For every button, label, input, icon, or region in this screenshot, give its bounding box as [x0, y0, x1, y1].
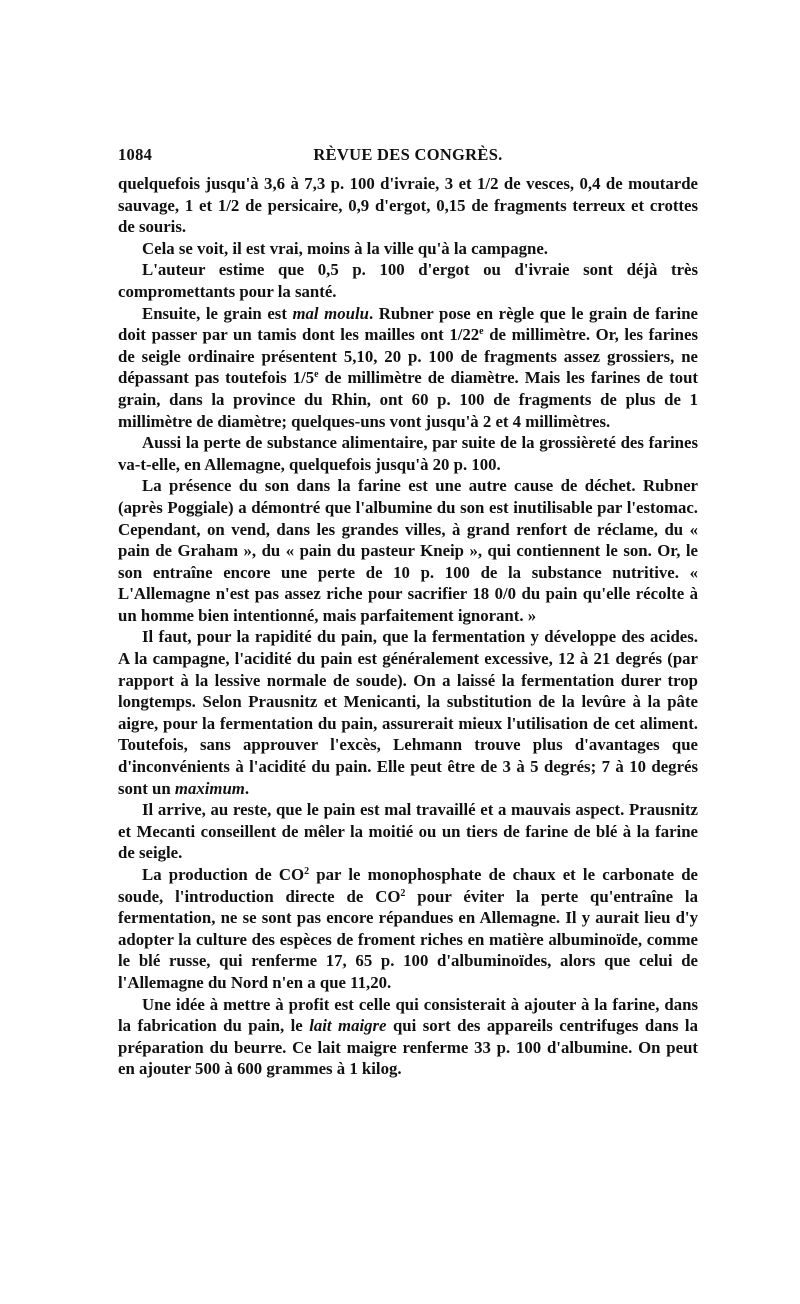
text-run: L'auteur estime que 0,5 p. 100 d'ergot ou d'ivraie sont déjà très compromettants pour la santé. — [118, 260, 698, 301]
text-run: par le monophosphate de chaux et le carbonate de soude, l'introduction directe de CO — [118, 865, 698, 906]
text-run: . Rubner pose en règle que le grain de farine doit passer par un tamis dont les mailles ont 1/22 — [118, 303, 698, 345]
text-run: Il arrive, au reste, que le pain est mal travaillé et a mauvais aspect. Prausnitz et Mecanti conseillent de mêler la moitié ou un tiers de farine de blé à la farine de seigle. — [118, 800, 698, 863]
text-run: La production de CO — [142, 865, 305, 884]
document-page — [118, 145, 698, 1080]
paragraph — [118, 994, 698, 1080]
text-run: Ensuite, le grain est — [142, 303, 293, 323]
paragraph — [118, 626, 698, 799]
italic-text: lait maigre — [309, 1016, 387, 1036]
italic-text: mal moulu — [292, 303, 369, 323]
superscript: e — [479, 326, 484, 338]
text-run: qui sort des appareils centrifuges dans la préparation du beurre. Ce lait maigre renferme 33 p. 100 d'albumine. On peut en ajouter 500 à 600 grammes à 1 kilog. — [118, 1016, 698, 1079]
paragraph — [118, 259, 698, 302]
paragraph — [118, 475, 698, 626]
paragraph — [118, 799, 698, 864]
paragraph — [118, 238, 698, 260]
superscript: 2 — [400, 887, 406, 899]
paragraph — [118, 303, 698, 433]
text-run: quelquefois jusqu'à 3,6 à 7,3 p. 100 d'ivraie, 3 et 1/2 de vesces, 0,4 de moutarde sauvage, 1 et 1/2 de persicaire, 0,9 d'ergot, 0,15 de fragments terreux et crottes de souris. — [118, 174, 698, 237]
paragraph — [118, 864, 698, 994]
text-run: . — [244, 778, 250, 798]
paragraph — [118, 173, 698, 238]
text-run: Aussi la perte de substance alimentaire, par suite de la grossièreté des farines va-t-elle, en Allemagne, quelquefois jusqu'à 20 p. 100. — [118, 433, 698, 474]
page-number: 1084 — [118, 145, 153, 164]
superscript: e — [314, 369, 319, 381]
text-run: Il faut, pour la rapidité du pain, que la fermentation y développe des acides. A la campagne, l'acidité du pain est généralement excessive, 12 à 21 degrés (par rapport à la lessive normale de soude). On a laissé la fermentation durer trop longtemps. Selon Prausnitz et Menicanti, la substitution de la levûre à la pâte aigre, pour la fermentation du pain, assurerait mieux l'utilisation de cet aliment. Toutefois, sans approuver l'excès, Lehmann trouve plus d'avantages que d'inconvénients à l'acidité du pain. Elle peut être de 3 à 5 degrés; 7 à 10 degrés sont un — [118, 627, 698, 798]
italic-text: maximum — [174, 778, 245, 798]
text-run: pour éviter la perte qu'entraîne la fermentation, ne se sont pas encore répandues en Allemagne. Il y aurait lieu d'y adopter la culture des espèces de froment riches en matière albuminoïde, comme le blé russe, qui renferme 17, 65 p. 100 d'albuminoïdes, alors que celui de l'Allemagne du Nord n'en a que 11,20. — [118, 886, 698, 992]
page-header — [118, 145, 698, 167]
body-text — [118, 173, 698, 1080]
text-run: Une idée à mettre à profit est celle qui consisterait à ajouter à la farine, dans la fabrication du pain, le — [118, 994, 698, 1036]
running-title: RÈVUE DES CONGRÈS. — [313, 145, 503, 164]
text-run: Cela se voit, il est vrai, moins à la ville qu'à la campagne. — [142, 238, 548, 258]
text-run: de millimètre de diamètre. Mais les farines de tout grain, dans la province du Rhin, ont 60 p. 100 de fragments de plus de 1 millimètre de diamètre; quelques-uns vont jusqu'à 2 et 4 millimètres. — [118, 368, 698, 431]
superscript: 2 — [304, 866, 310, 877]
text-run: de millimètre. Or, les farines de seigle ordinaire présentent 5,10, 20 p. 100 de fragments assez grossiers, ne dépassant pas toutefois 1/5 — [118, 325, 698, 388]
paragraph — [118, 432, 698, 475]
text-run: La présence du son dans la farine est une autre cause de déchet. Rubner (après Poggiale) a démontré que l'albumine du son est inutilisable par l'estomac. Cependant, on vend, dans les grandes villes, à grand renfort de réclame, du « pain de Graham », du « pain du pasteur Kneip », qui contiennent le son. Or, le son entraîne encore une perte de 10 p. 100 de la substance nutritive. « L'Allemagne n'est pas assez riche pour sacrifier 18 0/0 du pain qu'elle récolte à un homme bien intentionné, mais parfaitement ignorant. » — [118, 476, 698, 625]
